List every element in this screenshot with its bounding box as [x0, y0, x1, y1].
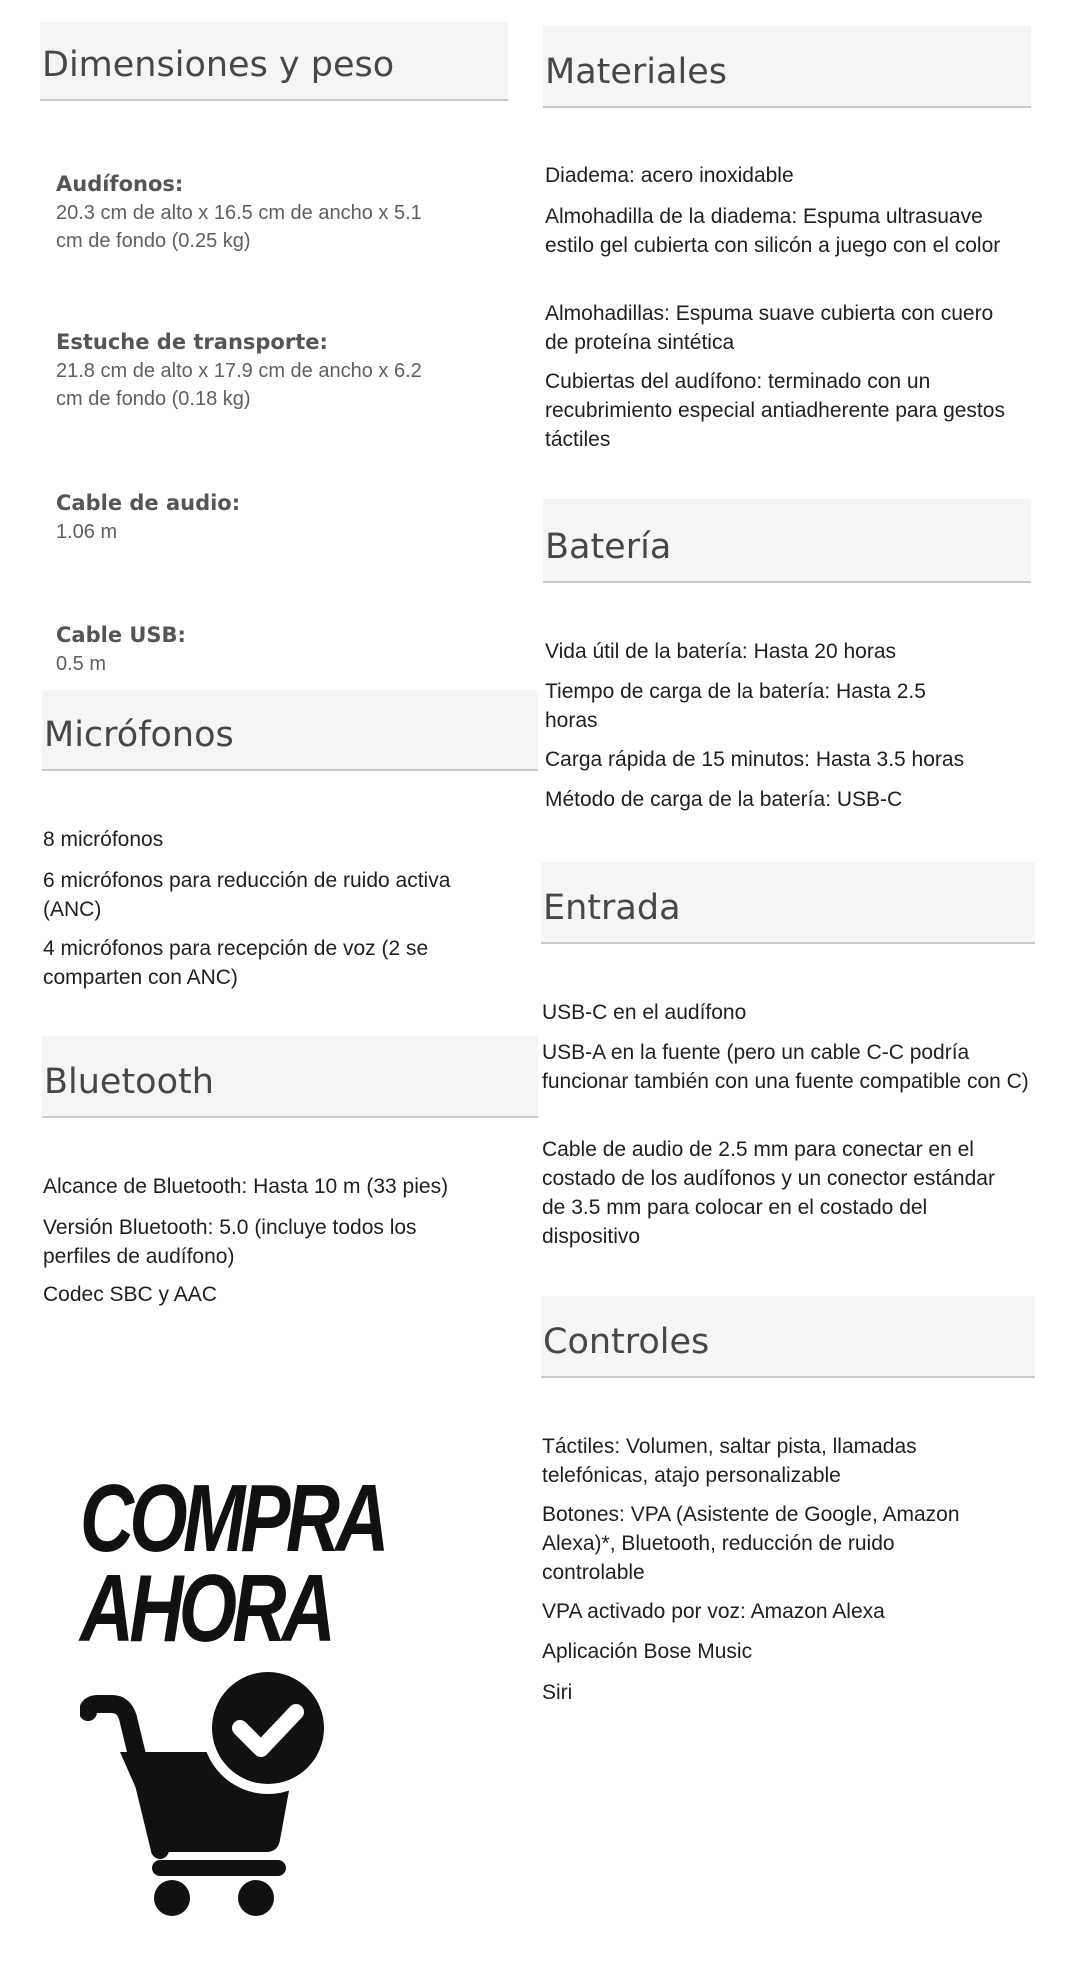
battery-spec: Vida útil de la batería: Hasta 20 horas [545, 640, 897, 663]
bluetooth-spec: Alcance de Bluetooth: Hasta 10 m (33 pies) [43, 1175, 449, 1198]
controls-title: Controles [543, 1322, 710, 1362]
controls-spec: Siri [542, 1681, 573, 1704]
materials-header [543, 26, 1031, 108]
dimension-label: Estuche de transporte: [56, 330, 328, 354]
dimension-item-case [56, 328, 476, 413]
dimension-label: Cable de audio: [56, 491, 241, 515]
dimensions-header [40, 22, 508, 101]
battery-spec: Carga rápida de 15 minutos: Hasta 3.5 horas [545, 748, 965, 771]
materials-spec: Cubiertas del audífono: terminado con un recubrimiento especial antiadherente para gestos táctiles [545, 370, 1005, 451]
microphone-spec: 8 micrófonos [43, 828, 164, 851]
input-spec: USB-A en la fuente (pero un cable C-C podría funcionar también con una fuente compatible con C) [542, 1041, 1029, 1093]
battery-title: Batería [545, 527, 672, 567]
microphones-header [42, 690, 538, 771]
controls-spec: VPA activado por voz: Amazon Alexa [542, 1600, 885, 1623]
controls-spec: Botones: VPA (Asistente de Google, Amazon Alexa)*, Bluetooth, reducción de ruido controlable [542, 1503, 960, 1584]
dimension-label: Audífonos: [56, 172, 184, 196]
dimension-label: Cable USB: [56, 623, 186, 647]
materials-title: Materiales [545, 52, 727, 92]
controls-header [541, 1296, 1035, 1378]
input-spec: USB-C en el audífono [542, 1001, 747, 1024]
bluetooth-header [42, 1036, 538, 1118]
shopping-cart-check-icon[interactable] [80, 1660, 340, 1920]
battery-header [543, 499, 1031, 583]
battery-spec: Tiempo de carga de la batería: Hasta 2.5 horas [545, 680, 926, 732]
promo-line-1[interactable]: COMPRA [80, 1465, 385, 1572]
bluetooth-spec: Codec SBC y AAC [43, 1283, 217, 1306]
battery-spec: Método de carga de la batería: USB-C [545, 788, 903, 811]
promo-line-2[interactable]: AHORA [80, 1555, 332, 1662]
bluetooth-title: Bluetooth [44, 1062, 214, 1102]
microphones-title: Micrófonos [44, 715, 234, 755]
dimension-value: 0.5 m [56, 653, 107, 675]
microphone-spec: 6 micrófonos para reducción de ruido activa (ANC) [43, 869, 451, 921]
materials-spec: Almohadilla de la diadema: Espuma ultrasuave estilo gel cubierta con silicón a juego con el color [545, 205, 1001, 257]
microphone-spec: 4 micrófonos para recepción de voz (2 se comparten con ANC) [43, 937, 429, 989]
dimension-value: 1.06 m [56, 521, 118, 543]
bluetooth-spec: Versión Bluetooth: 5.0 (incluye todos los perfiles de audífono) [43, 1216, 417, 1268]
input-title: Entrada [543, 888, 681, 928]
materials-spec: Diadema: acero inoxidable [545, 164, 794, 187]
dimension-item-usb-cable [56, 621, 476, 678]
input-spec: Cable de audio de 2.5 mm para conectar en el costado de los audífonos y un conector estándar de 3.5 mm para colocar en el costado del dispositivo [542, 1138, 995, 1248]
controls-spec: Táctiles: Volumen, saltar pista, llamadas telefónicas, atajo personalizable [542, 1435, 917, 1487]
dimension-item-audio-cable [56, 489, 476, 546]
dimension-value: 20.3 cm de alto x 16.5 cm de ancho x 5.1 cm de fondo (0.25 kg) [56, 202, 422, 252]
dimension-item-headphones [56, 170, 476, 255]
materials-spec: Almohadillas: Espuma suave cubierta con cuero de proteína sintética [545, 302, 994, 354]
controls-spec: Aplicación Bose Music [542, 1640, 753, 1663]
dimensions-title: Dimensiones y peso [42, 45, 395, 85]
dimension-value: 21.8 cm de alto x 17.9 cm de ancho x 6.2 cm de fondo (0.18 kg) [56, 360, 422, 410]
input-header [541, 862, 1035, 944]
